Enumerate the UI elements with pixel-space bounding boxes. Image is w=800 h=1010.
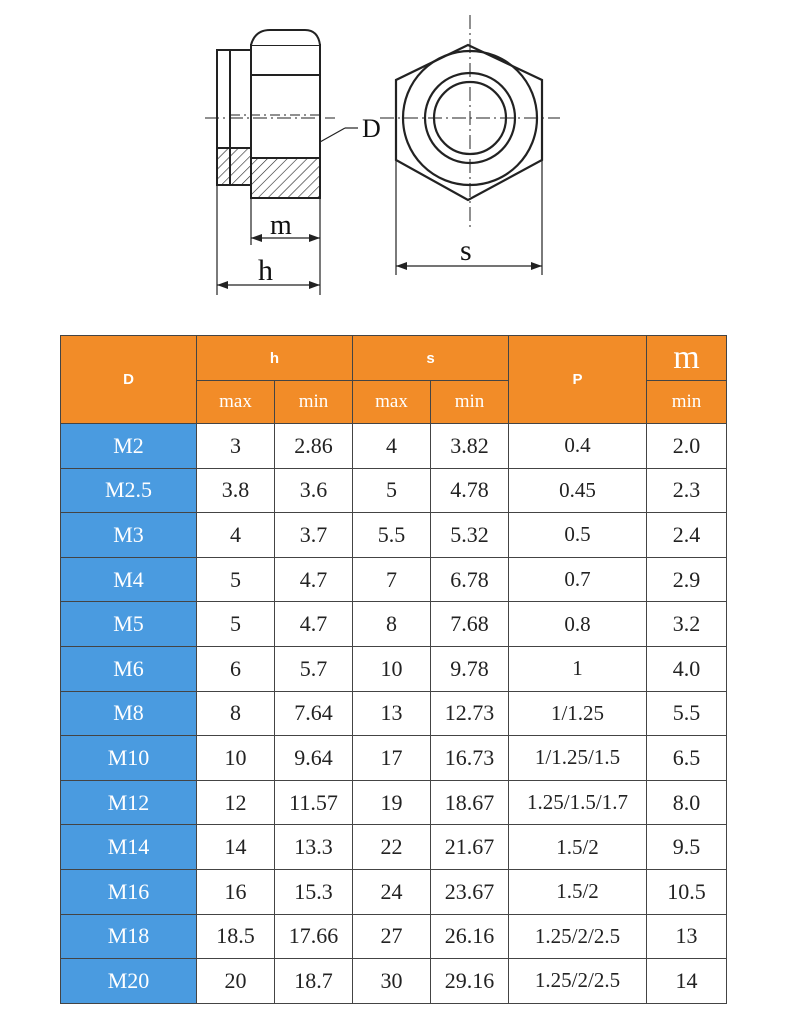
h-max-cell: 3 — [197, 424, 275, 469]
m-min-cell: 3.2 — [647, 602, 727, 647]
table-row — [61, 557, 727, 602]
table-row — [61, 736, 727, 781]
table-row — [61, 424, 727, 469]
h-min-cell: 4.7 — [275, 557, 353, 602]
header-s: s — [353, 336, 509, 381]
label-D: D — [362, 114, 381, 143]
h-max-cell: 5 — [197, 557, 275, 602]
h-min-cell: 5.7 — [275, 646, 353, 691]
h-max-cell: 6 — [197, 646, 275, 691]
s-max-cell: 19 — [353, 780, 431, 825]
s-min-cell: 16.73 — [431, 736, 509, 781]
label-s: s — [460, 234, 472, 267]
h-min-cell: 2.86 — [275, 424, 353, 469]
h-min-cell: 3.6 — [275, 468, 353, 513]
pitch-cell: 1/1.25 — [509, 691, 647, 736]
h-max-cell: 8 — [197, 691, 275, 736]
side-view — [205, 30, 358, 295]
pitch-cell: 0.8 — [509, 602, 647, 647]
s-min-cell: 7.68 — [431, 602, 509, 647]
h-max-cell: 16 — [197, 869, 275, 914]
m-min-cell: 2.3 — [647, 468, 727, 513]
m-min-cell: 5.5 — [647, 691, 727, 736]
h-max-cell: 5 — [197, 602, 275, 647]
s-max-cell: 5.5 — [353, 513, 431, 558]
size-cell: M18 — [61, 914, 197, 959]
s-max-cell: 27 — [353, 914, 431, 959]
table-row — [61, 869, 727, 914]
s-max-cell: 7 — [353, 557, 431, 602]
nut-technical-drawing — [0, 0, 800, 310]
h-max-cell: 3.8 — [197, 468, 275, 513]
table-row — [61, 602, 727, 647]
h-max-cell: 10 — [197, 736, 275, 781]
pitch-cell: 0.45 — [509, 468, 647, 513]
h-max-cell: 12 — [197, 780, 275, 825]
size-cell: M2.5 — [61, 468, 197, 513]
s-max-cell: 17 — [353, 736, 431, 781]
h-min-cell: 18.7 — [275, 959, 353, 1004]
s-max-cell: 4 — [353, 424, 431, 469]
subheader-m-min: min — [647, 381, 727, 424]
size-cell: M14 — [61, 825, 197, 870]
h-min-cell: 3.7 — [275, 513, 353, 558]
s-max-cell: 5 — [353, 468, 431, 513]
m-min-cell: 6.5 — [647, 736, 727, 781]
s-min-cell: 6.78 — [431, 557, 509, 602]
size-cell: M2 — [61, 424, 197, 469]
header-D: D — [61, 336, 197, 424]
s-min-cell: 3.82 — [431, 424, 509, 469]
header-m: m — [647, 336, 727, 381]
s-max-cell: 13 — [353, 691, 431, 736]
m-min-cell: 8.0 — [647, 780, 727, 825]
label-m: m — [270, 210, 292, 241]
table-row — [61, 780, 727, 825]
table-row — [61, 914, 727, 959]
s-min-cell: 5.32 — [431, 513, 509, 558]
h-min-cell: 15.3 — [275, 869, 353, 914]
h-min-cell: 9.64 — [275, 736, 353, 781]
h-min-cell: 13.3 — [275, 825, 353, 870]
size-cell: M5 — [61, 602, 197, 647]
s-max-cell: 10 — [353, 646, 431, 691]
s-min-cell: 18.67 — [431, 780, 509, 825]
subheader-h-max: max — [197, 381, 275, 424]
pitch-cell: 1/1.25/1.5 — [509, 736, 647, 781]
m-min-cell: 14 — [647, 959, 727, 1004]
h-min-cell: 11.57 — [275, 780, 353, 825]
h-max-cell: 14 — [197, 825, 275, 870]
m-min-cell: 2.0 — [647, 424, 727, 469]
s-min-cell: 9.78 — [431, 646, 509, 691]
m-min-cell: 10.5 — [647, 869, 727, 914]
table-row — [61, 691, 727, 736]
pitch-cell: 0.7 — [509, 557, 647, 602]
header-P: P — [509, 336, 647, 424]
pitch-cell: 0.5 — [509, 513, 647, 558]
spec-table-body — [61, 424, 727, 1004]
s-max-cell: 8 — [353, 602, 431, 647]
m-min-cell: 9.5 — [647, 825, 727, 870]
pitch-cell: 1.25/1.5/1.7 — [509, 780, 647, 825]
h-max-cell: 4 — [197, 513, 275, 558]
size-cell: M3 — [61, 513, 197, 558]
table-row — [61, 825, 727, 870]
table-row — [61, 646, 727, 691]
m-min-cell: 2.4 — [647, 513, 727, 558]
s-min-cell: 29.16 — [431, 959, 509, 1004]
label-h: h — [258, 254, 273, 287]
pitch-cell: 1.25/2/2.5 — [509, 959, 647, 1004]
size-cell: M4 — [61, 557, 197, 602]
m-min-cell: 4.0 — [647, 646, 727, 691]
size-cell: M20 — [61, 959, 197, 1004]
s-max-cell: 30 — [353, 959, 431, 1004]
s-min-cell: 12.73 — [431, 691, 509, 736]
subheader-h-min: min — [275, 381, 353, 424]
pitch-cell: 1 — [509, 646, 647, 691]
h-max-cell: 20 — [197, 959, 275, 1004]
size-cell: M10 — [61, 736, 197, 781]
table-row — [61, 513, 727, 558]
h-min-cell: 4.7 — [275, 602, 353, 647]
size-cell: M8 — [61, 691, 197, 736]
subheader-s-min: min — [431, 381, 509, 424]
pitch-cell: 1.25/2/2.5 — [509, 914, 647, 959]
h-min-cell: 7.64 — [275, 691, 353, 736]
header-h: h — [197, 336, 353, 381]
s-min-cell: 26.16 — [431, 914, 509, 959]
table-row — [61, 959, 727, 1004]
pitch-cell: 1.5/2 — [509, 869, 647, 914]
spec-table — [60, 335, 727, 1004]
table-row — [61, 468, 727, 513]
m-min-cell: 2.9 — [647, 557, 727, 602]
s-max-cell: 24 — [353, 869, 431, 914]
size-cell: M16 — [61, 869, 197, 914]
subheader-s-max: max — [353, 381, 431, 424]
pitch-cell: 0.4 — [509, 424, 647, 469]
h-min-cell: 17.66 — [275, 914, 353, 959]
h-max-cell: 18.5 — [197, 914, 275, 959]
s-min-cell: 21.67 — [431, 825, 509, 870]
pitch-cell: 1.5/2 — [509, 825, 647, 870]
s-min-cell: 4.78 — [431, 468, 509, 513]
size-cell: M6 — [61, 646, 197, 691]
s-max-cell: 22 — [353, 825, 431, 870]
s-min-cell: 23.67 — [431, 869, 509, 914]
m-min-cell: 13 — [647, 914, 727, 959]
size-cell: M12 — [61, 780, 197, 825]
